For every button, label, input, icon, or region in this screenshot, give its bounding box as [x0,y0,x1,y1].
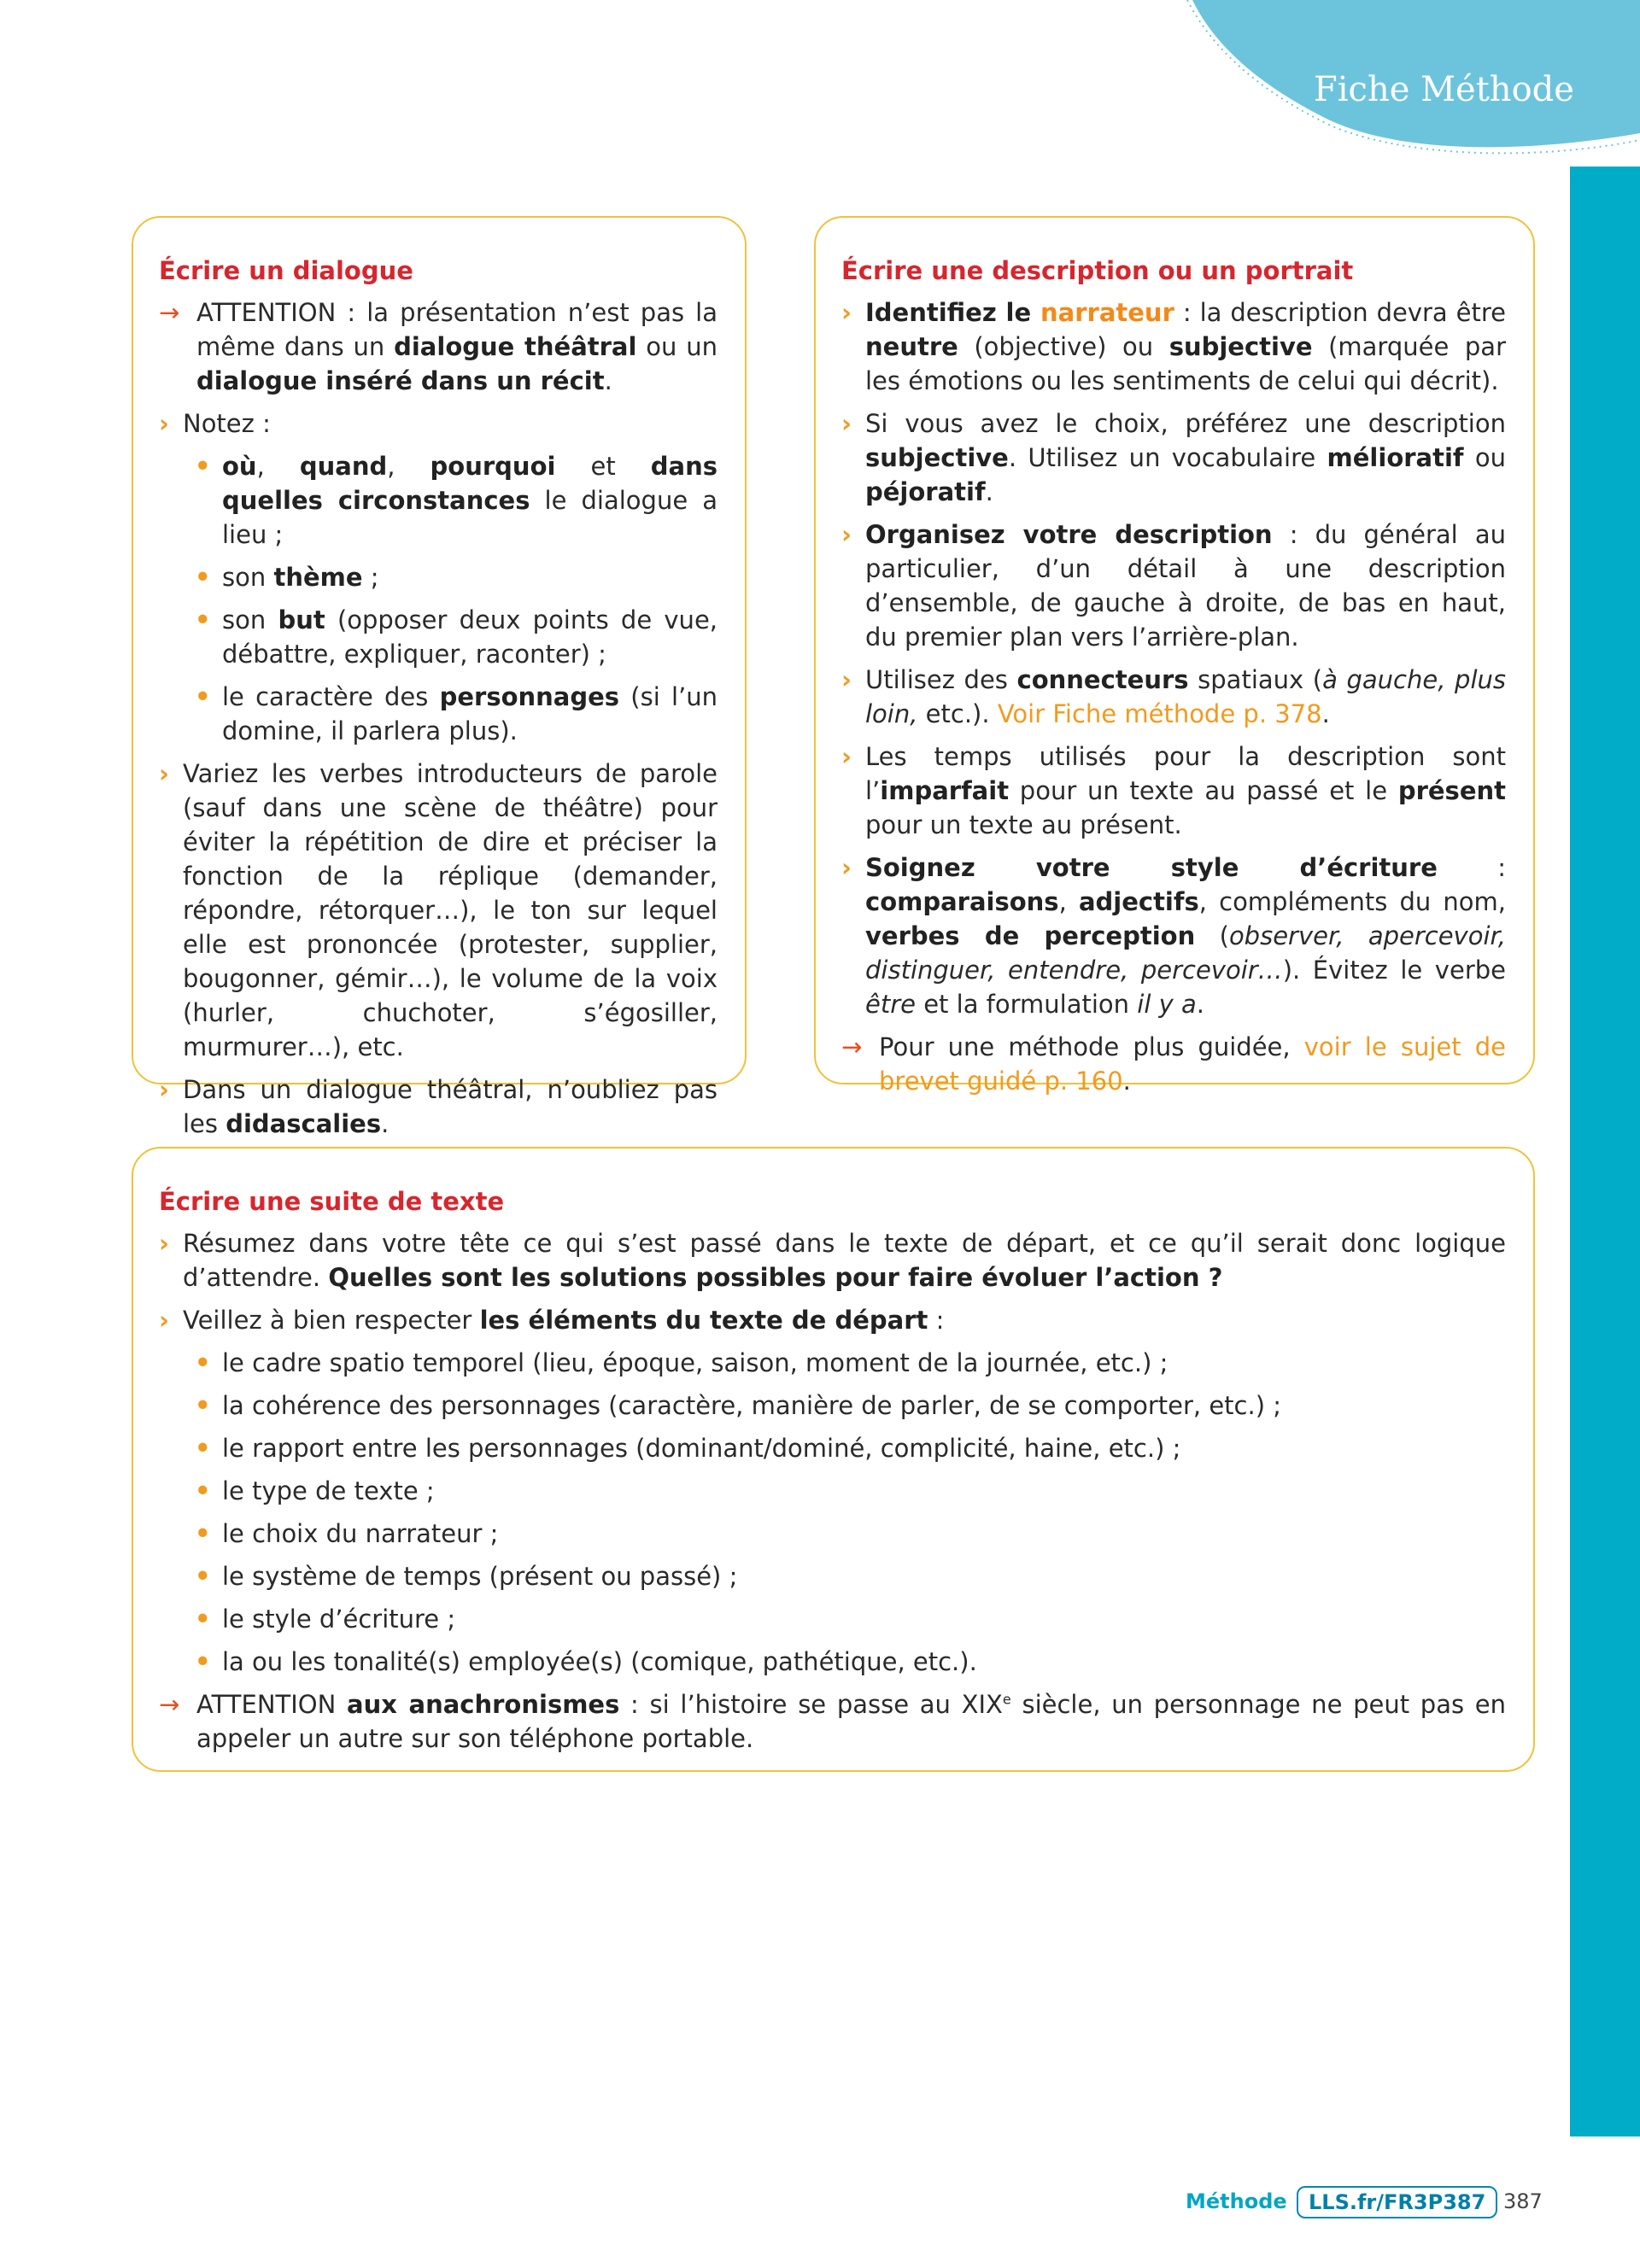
text-segment: spatiaux ( [1188,665,1323,694]
text-segment: : [1437,853,1506,882]
list-item [841,1030,1506,1098]
bullet-icon: • [195,1562,211,1591]
list-item [159,1073,718,1141]
text-segment: Dans un dialogue théâtral, n’oubliez pas les [183,1075,718,1138]
bullet-item [183,603,718,671]
text-segment: : du général au particulier, d’un détail à une description d’ensemble, de gauche à droite, de bas en haut, du premier plan vers l’arrière-plan. [865,520,1506,652]
text-segment: didascalies [226,1109,382,1138]
box-content [841,295,1506,1098]
text-segment: pour un texte au présent. [865,810,1182,839]
text-segment: Les temps utilisés pour la description sont l’ [865,742,1506,805]
text-segment: dialogue théâtral [394,332,637,361]
list-item [159,1226,1506,1295]
list-item [841,850,1506,1021]
box-title: Écrire une suite de texte [159,1187,505,1216]
bullet-item [183,560,718,594]
list-item [841,295,1506,398]
bullet-item [183,1388,1506,1423]
text-segment: . [381,1109,390,1138]
text-segment: le rapport entre les personnages (dominant/dominé, complicité, haine, etc.) ; [222,1434,1181,1463]
text-segment: le choix du narrateur ; [222,1519,499,1548]
text-segment: neutre [865,332,958,361]
bullet-item [183,1602,1506,1636]
chevron-icon: › [159,759,169,788]
text-segment: Résumez dans votre tête ce qui s’est passé dans le texte de départ, et ce qu’il serait donc logique d’attendre. [183,1229,1506,1292]
text-segment: . Utilisez un vocabulaire [1008,443,1327,472]
text-segment: aux anachronismes [347,1690,620,1719]
text-segment: siècle, un personnage ne peut pas en appeler un autre sur son téléphone portable. [196,1690,1507,1753]
text-segment: etc.). [917,699,998,728]
footer-section-label: Méthode [1186,2189,1287,2213]
box-title: Écrire un dialogue [159,256,413,285]
list-item [159,1303,1506,1337]
text-segment: le système de temps (présent ou passé) ; [222,1562,738,1591]
page-number: 387 [1503,2189,1543,2213]
bullet-item [183,449,718,552]
bullet-icon: • [195,452,211,481]
chevron-icon: › [159,1229,169,1258]
box-content [159,295,718,1141]
page-reference-link[interactable]: voir le sujet de brevet guidé p. 160 [879,1032,1506,1096]
text-segment: narrateur [1040,298,1174,327]
list-item [841,739,1506,842]
text-segment: observer, apercevoir, distinguer, entendre, percevoir… [865,921,1506,985]
text-segment: , [387,452,430,481]
text-segment: , compléments du nom, [1198,887,1506,916]
text-segment: adjectifs [1078,887,1199,916]
side-color-band [1570,167,1640,2136]
text-segment: , [256,452,300,481]
box-content [159,1226,1506,1756]
text-segment: présent [1397,776,1506,805]
bullet-icon: • [195,563,211,592]
text-segment: Utilisez des [865,665,1017,694]
bullet-icon: • [195,1434,211,1463]
list-item [841,663,1506,731]
text-segment: les éléments du texte de départ [479,1306,928,1335]
bullet-item [183,680,718,748]
bullet-item [183,1346,1506,1380]
chevron-icon: › [159,1075,169,1104]
bullet-icon: • [195,1476,211,1505]
arrow-icon: → [841,1032,863,1061]
bullet-item [183,1474,1506,1508]
text-segment: dialogue inséré dans un récit [196,366,605,395]
bullet-icon: • [195,1647,211,1676]
list-item [159,757,718,1064]
text-segment: Organisez votre description [865,520,1273,549]
list-item [841,517,1506,654]
text-segment: et la formulation [915,990,1138,1019]
text-segment: péjoratif [865,477,986,506]
text-segment: pourquoi [430,452,556,481]
chevron-icon: › [159,409,169,438]
bullet-icon: • [195,682,211,711]
text-segment: Notez : [183,409,271,438]
list-item [841,406,1506,509]
text-segment: (si l’un domine, il parlera plus). [222,682,718,745]
chevron-icon: › [841,409,852,438]
text-segment: thème [273,563,363,592]
chevron-icon: › [841,665,852,694]
text-segment: (objective) ou [958,332,1169,361]
chevron-icon: › [841,520,852,549]
chevron-icon: › [841,853,852,882]
text-segment: le style d’écriture ; [222,1605,456,1634]
text-segment: ou un [636,332,718,361]
text-segment: Identifiez le [865,298,1041,327]
text-segment: . [604,366,612,395]
text-segment: verbes de perception [865,921,1196,950]
text-segment: le dialogue a lieu ; [222,486,718,549]
arrow-icon: → [159,298,180,327]
text-segment: : [928,1306,945,1335]
text-segment: Veillez à bien respecter [183,1306,480,1335]
text-segment: connecteurs [1016,665,1189,694]
text-segment: dans quelles circonstances [222,452,718,515]
text-segment: personnages [439,682,620,711]
bullet-icon: • [195,1519,211,1548]
text-segment: le cadre spatio temporel (lieu, époque, saison, moment de la journée, etc.) ; [222,1348,1168,1377]
text-segment: but [278,605,325,634]
text-segment: ; [362,563,379,592]
text-segment: à gauche, plus loin, [865,665,1506,728]
chevron-icon: › [159,1306,169,1335]
text-segment: mélioratif [1327,443,1464,472]
text-segment: subjective [865,443,1009,472]
text-segment: être [865,990,916,1019]
text-segment: le caractère des [222,682,440,711]
text-segment: . [985,477,993,506]
text-segment: Soignez votre style d’écriture [865,853,1438,882]
text-segment: quand [299,452,388,481]
bullet-icon: • [195,1348,211,1377]
text-segment: ATTENTION : la présentation n’est pas la même dans un [196,298,718,361]
text-segment: : si l’histoire se passe au XIX [619,1690,1003,1719]
text-segment: ( [1195,921,1229,950]
text-segment: (marquée par les émotions ou les sentiments de celui qui décrit). [865,332,1506,395]
text-segment: (opposer deux points de vue, débattre, expliquer, raconter) ; [222,605,718,669]
text-segment: . [1321,699,1330,728]
chevron-icon: › [841,742,852,771]
text-segment: il y a [1137,990,1197,1019]
list-item [159,406,718,441]
box-suite-de-texte [132,1147,1535,1772]
text-segment: son [222,563,274,592]
text-segment: Variez les verbes introducteurs de parole (sauf dans une scène de théâtre) pour éviter la répétition de dire et préciser la fonction de la réplique (demander, répondre, rétorquer…), le ton sur lequel elle est prononcée (protester, supplier, bougonner, gémir…), le volume de la voix (hurler, chuchoter, s’égosiller, murmurer…), etc. [183,759,718,1061]
text-segment: et [555,452,651,481]
text-segment: , [1058,887,1079,916]
bullet-icon: • [195,1391,211,1420]
footer-link-code[interactable]: LLS.fr/FR3P387 [1297,2186,1497,2218]
text-segment: Si vous avez le choix, préférez une description [865,409,1506,438]
text-segment: imparfait [880,776,1010,805]
bullet-icon: • [195,605,211,634]
text-segment: pour un texte au passé et le [1009,776,1398,805]
box-dialogue [132,216,747,1138]
list-item [159,1687,1506,1756]
text-segment: Quelles sont les solutions possibles pour faire évoluer l’action ? [328,1263,1223,1292]
text-segment: . [1196,990,1204,1019]
arrow-icon: → [159,1690,180,1719]
text-segment: son [222,605,278,634]
text-segment: e [1002,1691,1011,1708]
text-segment: . [1122,1067,1131,1096]
text-segment: ). Évitez le verbe [1282,956,1506,985]
bullet-item [183,1517,1506,1551]
bullet-item [183,1559,1506,1593]
text-segment: où [222,452,257,481]
box-description [814,216,1535,1096]
bullet-item [183,1645,1506,1679]
text-segment: la cohérence des personnages (caractère, manière de parler, de se comporter, etc.) ; [222,1391,1281,1420]
chevron-icon: › [841,298,852,327]
text-segment: comparaisons [865,887,1059,916]
bullet-icon: • [195,1605,211,1634]
text-segment: subjective [1168,332,1313,361]
fiche-methode-title: Fiche Méthode [1314,70,1574,109]
text-segment: ou [1463,443,1506,472]
text-segment: la ou les tonalité(s) employée(s) (comique, pathétique, etc.). [222,1647,977,1676]
box-title: Écrire une description ou un portrait [841,256,1354,285]
text-segment: : la description devra être [1174,298,1506,327]
text-segment: ATTENTION [196,1690,348,1719]
list-item [159,295,718,398]
bullet-item [183,1431,1506,1465]
page-reference-link[interactable]: Voir Fiche méthode p. 378 [997,699,1322,728]
text-segment: Pour une méthode plus guidée, [879,1032,1304,1061]
text-segment: le type de texte ; [222,1476,435,1505]
